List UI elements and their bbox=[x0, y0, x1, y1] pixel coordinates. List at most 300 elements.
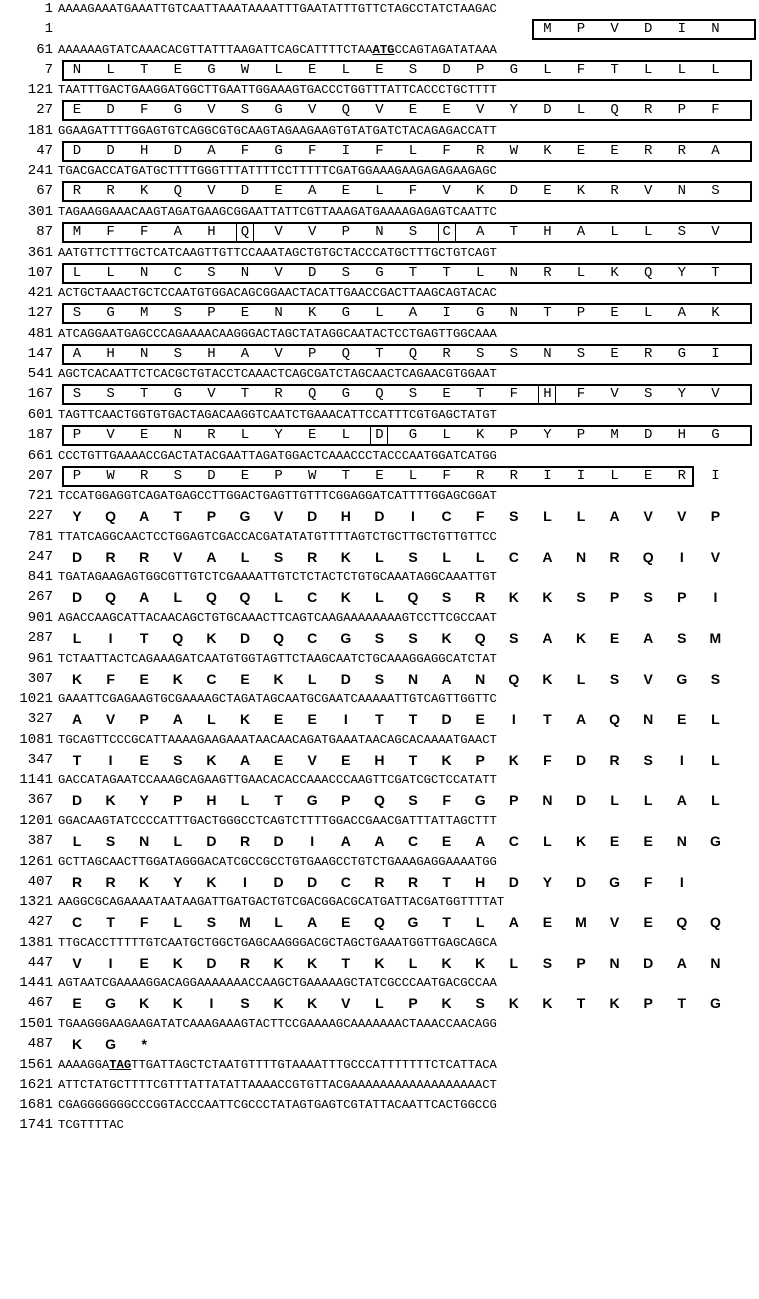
amino-acid: P bbox=[677, 589, 687, 606]
amino-acid: Y bbox=[274, 427, 283, 443]
amino-acid: K bbox=[172, 995, 183, 1012]
amino-acid: L bbox=[274, 589, 283, 606]
amino-acid-position: 227 bbox=[27, 508, 53, 525]
amino-acid: A bbox=[239, 751, 251, 768]
amino-acid: E bbox=[643, 914, 653, 931]
amino-acid: F bbox=[106, 670, 115, 687]
amino-acid: T bbox=[139, 630, 149, 646]
amino-acid-position: 107 bbox=[27, 264, 53, 281]
amino-acid: S bbox=[173, 305, 182, 322]
amino-acid: L bbox=[72, 264, 82, 281]
amino-acid: T bbox=[341, 467, 350, 484]
amino-acid: N bbox=[139, 345, 149, 362]
amino-acid: L bbox=[375, 305, 384, 322]
amino-acid: S bbox=[475, 345, 485, 362]
amino-acid: I bbox=[679, 873, 684, 890]
amino-acid: R bbox=[609, 751, 620, 768]
amino-acid: D bbox=[543, 102, 552, 119]
nucleotide-row bbox=[0, 0, 759, 20]
amino-acid: W bbox=[509, 142, 518, 159]
amino-acid: C bbox=[307, 630, 318, 646]
amino-acid: Q bbox=[205, 589, 217, 606]
amino-acid: E bbox=[273, 751, 284, 768]
amino-acid: E bbox=[240, 305, 250, 322]
nucleotide-position: 301 bbox=[27, 204, 53, 220]
amino-acid: S bbox=[240, 102, 250, 119]
amino-acid-row bbox=[0, 873, 759, 893]
amino-acid: M bbox=[709, 630, 722, 646]
nucleotide-sequence: TAGTTCAACTGGTGTGACTAGACAAGGTCAATCTGAAACATTCCATTTCGTGAGCTATGT bbox=[58, 408, 497, 422]
amino-acid: S bbox=[72, 305, 82, 322]
amino-acid: Y bbox=[173, 873, 183, 890]
nucleotide-sequence: AGTAATCGAAAAGGACAGGAAAAAAACCAAGCTGAAAAAGCTATCGCCCAATGACGCCAA bbox=[58, 976, 497, 991]
amino-acid: S bbox=[374, 630, 385, 646]
amino-acid: R bbox=[643, 345, 653, 362]
amino-acid: A bbox=[173, 224, 182, 240]
amino-acid: S bbox=[173, 345, 182, 362]
amino-acid: N bbox=[710, 954, 721, 971]
amino-acid-position: 127 bbox=[27, 305, 53, 322]
amino-acid: E bbox=[375, 467, 384, 484]
amino-acid: L bbox=[509, 954, 519, 971]
amino-acid-position: 87 bbox=[36, 224, 53, 240]
nucleotide-row bbox=[0, 1076, 759, 1096]
amino-acid: V bbox=[643, 508, 653, 525]
nucleotide-sequence: TGATAGAAGAGTGGCGTTGTCTCGAAAATTGTCTCTACTCTGTGCAAATAGGCAAATTGT bbox=[58, 570, 497, 585]
amino-acid: R bbox=[139, 467, 149, 484]
amino-acid: A bbox=[139, 508, 150, 525]
amino-acid: Q bbox=[474, 630, 486, 646]
amino-acid: D bbox=[508, 873, 519, 890]
nucleotide-position: 1381 bbox=[19, 934, 53, 951]
amino-acid: A bbox=[609, 508, 620, 525]
amino-acid: Y bbox=[72, 508, 82, 525]
amino-acid: F bbox=[711, 102, 720, 119]
amino-acid: K bbox=[575, 630, 587, 646]
amino-acid: L bbox=[610, 224, 619, 240]
amino-acid: L bbox=[711, 61, 720, 78]
amino-acid: G bbox=[105, 995, 117, 1012]
nucleotide-row bbox=[0, 1096, 759, 1116]
amino-acid: D bbox=[340, 670, 351, 687]
amino-acid: K bbox=[475, 954, 486, 971]
amino-acid: L bbox=[341, 427, 350, 443]
amino-acid: A bbox=[207, 142, 216, 159]
nucleotide-sequence: GACCATAGAATCCAAAGCAGAAGTTGAACACACCAAACCCAAGTTCGATCGCTCCATATT bbox=[58, 773, 497, 788]
amino-acid: P bbox=[677, 102, 686, 119]
amino-acid: G bbox=[407, 914, 419, 931]
nucleotide-position: 421 bbox=[27, 285, 53, 302]
amino-acid: S bbox=[475, 995, 485, 1012]
amino-acid: P bbox=[207, 305, 216, 322]
amino-acid: L bbox=[106, 61, 115, 78]
nucleotide-position: 361 bbox=[27, 244, 53, 261]
amino-acid: H bbox=[543, 224, 552, 240]
amino-acid: C bbox=[508, 548, 519, 565]
amino-acid-row bbox=[0, 588, 759, 608]
amino-acid: P bbox=[509, 792, 519, 809]
amino-acid-position: 467 bbox=[27, 995, 53, 1012]
amino-acid: Q bbox=[610, 102, 619, 119]
amino-acid: L bbox=[72, 630, 82, 646]
amino-acid: A bbox=[172, 711, 183, 728]
amino-acid: S bbox=[643, 386, 653, 403]
amino-acid: H bbox=[475, 873, 486, 890]
amino-acid-row bbox=[0, 791, 759, 811]
nucleotide-row bbox=[0, 853, 759, 873]
amino-acid: K bbox=[172, 670, 183, 687]
amino-acid: S bbox=[542, 954, 553, 971]
amino-acid: A bbox=[307, 183, 317, 200]
amino-acid-row bbox=[0, 670, 759, 690]
amino-acid: M bbox=[139, 305, 149, 322]
amino-acid: P bbox=[576, 21, 586, 37]
amino-acid: N bbox=[72, 61, 82, 78]
amino-acid: K bbox=[441, 995, 452, 1012]
amino-acid: V bbox=[106, 427, 115, 443]
amino-acid: P bbox=[206, 508, 217, 525]
amino-acid: K bbox=[543, 142, 552, 159]
amino-acid: S bbox=[408, 548, 418, 565]
amino-acid: L bbox=[307, 670, 317, 687]
amino-acid: A bbox=[307, 914, 318, 931]
amino-acid: I bbox=[511, 711, 516, 728]
amino-acid-row bbox=[0, 101, 759, 121]
amino-acid: L bbox=[173, 833, 183, 849]
amino-acid: F bbox=[442, 142, 451, 159]
amino-acid: S bbox=[206, 914, 217, 931]
amino-acid-position: 387 bbox=[27, 833, 53, 849]
amino-acid: S bbox=[711, 183, 720, 200]
amino-acid: L bbox=[643, 61, 653, 78]
amino-acid: E bbox=[274, 183, 283, 200]
amino-acid: P bbox=[341, 224, 350, 240]
nucleotide-position: 1681 bbox=[19, 1096, 53, 1113]
amino-acid: Q bbox=[105, 508, 117, 525]
amino-acid: F bbox=[106, 224, 115, 240]
amino-acid-position: 7 bbox=[44, 61, 53, 78]
nucleotide-sequence: GAAATTCGAGAAGTGCGAAAAGCTAGATAGCAATGCGAATCAAAAATTGTCAGTTGGTTC bbox=[58, 692, 497, 707]
amino-acid: V bbox=[274, 345, 283, 362]
amino-acid: C bbox=[407, 833, 419, 849]
amino-acid: N bbox=[173, 427, 182, 443]
amino-acid: N bbox=[509, 305, 518, 322]
amino-acid: S bbox=[105, 833, 116, 849]
nucleotide-row bbox=[0, 244, 759, 264]
amino-acid: E bbox=[677, 711, 687, 728]
amino-acid-position: 427 bbox=[27, 914, 53, 931]
amino-acid: S bbox=[643, 751, 653, 768]
nucleotide-position: 481 bbox=[27, 325, 53, 342]
amino-acid: K bbox=[139, 873, 150, 890]
amino-acid: E bbox=[442, 102, 451, 119]
amino-acid-row bbox=[0, 20, 759, 40]
amino-acid: D bbox=[273, 873, 284, 890]
amino-acid: P bbox=[576, 954, 586, 971]
amino-acid: L bbox=[173, 589, 183, 606]
amino-acid: F bbox=[442, 467, 451, 484]
amino-acid-position: 447 bbox=[27, 954, 53, 971]
amino-acid: P bbox=[139, 711, 149, 728]
amino-acid: F bbox=[375, 142, 384, 159]
amino-acid: L bbox=[375, 995, 384, 1012]
amino-acid: K bbox=[206, 873, 217, 890]
amino-acid: Q bbox=[609, 711, 621, 728]
amino-acid: V bbox=[207, 386, 216, 403]
amino-acid: C bbox=[441, 508, 452, 525]
amino-acid: E bbox=[139, 670, 149, 687]
amino-acid: T bbox=[240, 386, 250, 403]
amino-acid-row bbox=[0, 142, 759, 162]
amino-acid: H bbox=[106, 345, 115, 362]
amino-acid: I bbox=[711, 345, 720, 362]
amino-acid: E bbox=[72, 995, 82, 1012]
amino-acid: I bbox=[713, 589, 718, 606]
nucleotide-sequence: CCCTGTTGAAAACCGACTATACGAATTAGATGGACTCAAACCCTACCCAATGGATCATGG bbox=[58, 448, 497, 463]
nucleotide-sequence: AAGGCGCAGAAAATAATAAGATTGATGACTGTCGACGGACGCATGATTACGATGGTTTTAT bbox=[58, 895, 505, 910]
nucleotide-row bbox=[0, 406, 759, 426]
amino-acid: P bbox=[710, 508, 721, 525]
amino-acid: Y bbox=[509, 102, 518, 119]
amino-acid: S bbox=[509, 345, 518, 362]
amino-acid: I bbox=[209, 995, 214, 1012]
amino-acid: S bbox=[408, 386, 418, 403]
amino-acid: R bbox=[239, 833, 251, 849]
amino-acid: K bbox=[307, 995, 318, 1012]
amino-acid: H bbox=[207, 224, 216, 240]
amino-acid: I bbox=[679, 548, 684, 565]
amino-acid: E bbox=[543, 183, 552, 200]
amino-acid: E bbox=[610, 345, 619, 362]
start-codon: ATG bbox=[372, 42, 395, 57]
amino-acid: A bbox=[508, 914, 519, 931]
amino-acid: N bbox=[475, 670, 486, 687]
nucleotide-sequence: ATCAGGAATGAGCCCAGAAAACAAGGGACTAGCTATAGGCAATACTCCTGAGTTGGCAAA bbox=[58, 326, 497, 341]
amino-acid: L bbox=[543, 61, 552, 78]
amino-acid: N bbox=[407, 670, 419, 687]
amino-acid: * bbox=[141, 1036, 147, 1052]
amino-acid: L bbox=[711, 792, 720, 809]
amino-acid: T bbox=[408, 264, 418, 281]
amino-acid: G bbox=[711, 427, 720, 443]
amino-acid: L bbox=[375, 589, 384, 606]
amino-acid: I bbox=[411, 508, 415, 525]
amino-acid: N bbox=[509, 264, 518, 281]
amino-acid: W bbox=[240, 61, 250, 78]
amino-acid: A bbox=[643, 630, 654, 646]
amino-acid: D bbox=[575, 873, 587, 890]
amino-acid: S bbox=[609, 670, 620, 687]
amino-acid: K bbox=[374, 954, 385, 971]
nucleotide-position: 181 bbox=[27, 122, 53, 139]
amino-acid: H bbox=[340, 508, 351, 525]
amino-acid-row bbox=[0, 345, 759, 365]
amino-acid: P bbox=[274, 467, 283, 484]
nucleotide-position: 901 bbox=[27, 610, 53, 626]
amino-acid: D bbox=[71, 548, 83, 565]
amino-acid: I bbox=[679, 751, 684, 768]
amino-acid: R bbox=[475, 467, 485, 484]
amino-acid-row bbox=[0, 385, 759, 405]
nucleotide-position: 1141 bbox=[19, 772, 53, 789]
amino-acid: G bbox=[173, 102, 182, 119]
amino-acid: K bbox=[307, 954, 318, 971]
amino-acid: L bbox=[408, 142, 418, 159]
nucleotide-sequence: TTGCACCTTTTTGTCAATGCTGGCTGAGCAAGGGACGCTAGCTGAAATGGTTGAGCAGCA bbox=[58, 935, 497, 950]
amino-acid: I bbox=[576, 467, 586, 484]
amino-acid: I bbox=[543, 467, 552, 484]
amino-acid: K bbox=[71, 670, 83, 687]
amino-acid: E bbox=[542, 914, 553, 931]
amino-acid: I bbox=[310, 833, 315, 849]
nucleotide-row bbox=[0, 934, 759, 954]
amino-acid: L bbox=[442, 427, 451, 443]
amino-acid: I bbox=[341, 142, 350, 159]
amino-acid: A bbox=[677, 305, 686, 322]
amino-acid: N bbox=[274, 305, 283, 322]
amino-acid: H bbox=[139, 142, 149, 159]
amino-acid: T bbox=[106, 914, 115, 931]
amino-acid: E bbox=[442, 386, 451, 403]
amino-acid: D bbox=[273, 833, 284, 849]
amino-acid: G bbox=[341, 305, 350, 322]
amino-acid: Q bbox=[408, 345, 418, 362]
amino-acid: C bbox=[442, 224, 451, 240]
amino-acid: S bbox=[72, 386, 82, 403]
amino-acid: R bbox=[239, 954, 251, 971]
nucleotide-sequence: TCCATGGAGGTCAGATGAGCCTTGGACTGAGTTGTTTCGGAGGATCATTTTGGAGCGGAT bbox=[58, 489, 497, 504]
amino-acid: M bbox=[239, 914, 251, 931]
amino-acid: P bbox=[576, 305, 586, 322]
amino-acid: G bbox=[509, 61, 518, 78]
amino-acid: Y bbox=[139, 792, 149, 809]
nucleotide-sequence: ACTGCTAAACTGCTCCAATGTGGACAGCGGAACTACATTGAACCGACTTAAGCAGTACAC bbox=[58, 286, 497, 301]
amino-acid: V bbox=[710, 548, 721, 565]
nucleotide-row bbox=[0, 731, 759, 751]
amino-acid: D bbox=[442, 61, 451, 78]
amino-acid: L bbox=[576, 264, 586, 281]
amino-acid-row bbox=[0, 994, 759, 1014]
amino-acid: A bbox=[72, 345, 82, 362]
amino-acid: M bbox=[610, 427, 619, 443]
amino-acid: A bbox=[542, 630, 553, 646]
amino-acid: K bbox=[307, 305, 317, 322]
amino-acid: C bbox=[173, 264, 182, 281]
amino-acid: R bbox=[475, 142, 485, 159]
amino-acid-row bbox=[0, 1035, 759, 1055]
amino-acid: D bbox=[239, 630, 251, 646]
amino-acid: V bbox=[72, 954, 82, 971]
amino-acid: K bbox=[575, 833, 587, 849]
nucleotide-position: 1501 bbox=[19, 1016, 53, 1032]
amino-acid: R bbox=[643, 102, 653, 119]
amino-acid: K bbox=[711, 305, 720, 322]
amino-acid: L bbox=[240, 792, 250, 809]
amino-acid: L bbox=[610, 792, 619, 809]
amino-acid: G bbox=[173, 386, 182, 403]
amino-acid: Q bbox=[172, 630, 184, 646]
amino-acid: Q bbox=[240, 224, 250, 240]
nucleotide-position: 841 bbox=[27, 569, 53, 586]
amino-acid: R bbox=[543, 264, 552, 281]
amino-acid: A bbox=[475, 833, 486, 849]
amino-acid: Q bbox=[273, 630, 285, 646]
amino-acid: D bbox=[643, 427, 653, 443]
amino-acid: V bbox=[274, 264, 283, 281]
amino-acid-row bbox=[0, 467, 759, 487]
amino-acid: P bbox=[72, 467, 82, 484]
amino-acid: E bbox=[240, 467, 250, 484]
amino-acid: E bbox=[576, 142, 586, 159]
amino-acid: A bbox=[139, 589, 150, 606]
amino-acid: R bbox=[442, 345, 451, 362]
amino-acid: V bbox=[273, 508, 284, 525]
nucleotide-position: 541 bbox=[27, 366, 53, 383]
amino-acid: P bbox=[509, 427, 518, 443]
amino-acid: S bbox=[509, 508, 519, 525]
amino-acid: S bbox=[374, 670, 385, 687]
amino-acid: D bbox=[643, 954, 654, 971]
amino-acid: K bbox=[542, 670, 553, 687]
amino-acid: F bbox=[408, 183, 418, 200]
nucleotide-position: 961 bbox=[27, 650, 53, 667]
amino-acid: F bbox=[139, 914, 149, 931]
amino-acid: N bbox=[543, 345, 552, 362]
amino-acid: S bbox=[408, 630, 418, 646]
amino-acid: W bbox=[106, 467, 115, 484]
amino-acid: V bbox=[307, 102, 317, 119]
amino-acid: S bbox=[173, 467, 182, 484]
amino-acid: K bbox=[576, 183, 586, 200]
amino-acid: L bbox=[643, 792, 653, 809]
amino-acid: R bbox=[106, 183, 115, 200]
nucleotide-position: 1081 bbox=[19, 731, 53, 748]
amino-acid: R bbox=[71, 873, 83, 890]
amino-acid: G bbox=[676, 670, 688, 687]
amino-acid: E bbox=[341, 183, 350, 200]
amino-acid: L bbox=[543, 833, 552, 849]
amino-acid: E bbox=[273, 711, 284, 728]
amino-acid: V bbox=[610, 386, 619, 403]
amino-acid: E bbox=[475, 711, 485, 728]
amino-acid: A bbox=[575, 711, 587, 728]
amino-acid: Q bbox=[239, 589, 251, 606]
amino-acid: S bbox=[643, 589, 653, 606]
nucleotide-sequence: TGACGACCATGATGCTTTTGGGTTTATTTTCCTTTTTCGATGGAAAGAAGAGAGAAGAGC bbox=[58, 164, 497, 179]
amino-acid: L bbox=[274, 914, 283, 931]
amino-acid: S bbox=[509, 630, 519, 646]
amino-acid: V bbox=[375, 102, 384, 119]
amino-acid: V bbox=[475, 102, 485, 119]
amino-acid: N bbox=[711, 21, 720, 37]
amino-acid: V bbox=[307, 751, 317, 768]
amino-acid-position: 187 bbox=[27, 427, 53, 443]
amino-acid: T bbox=[139, 386, 149, 403]
amino-acid: F bbox=[307, 142, 317, 159]
amino-acid: L bbox=[106, 264, 115, 281]
amino-acid: T bbox=[375, 345, 384, 362]
amino-acid: R bbox=[609, 548, 620, 565]
amino-acid: A bbox=[340, 833, 351, 849]
amino-acid: T bbox=[442, 264, 451, 281]
amino-acid: E bbox=[139, 427, 149, 443]
amino-acid: T bbox=[173, 508, 183, 525]
amino-acid: R bbox=[139, 548, 150, 565]
nucleotide-row bbox=[0, 812, 759, 832]
amino-acid: C bbox=[340, 873, 351, 890]
nucleotide-row bbox=[0, 284, 759, 304]
amino-acid: R bbox=[677, 467, 686, 484]
